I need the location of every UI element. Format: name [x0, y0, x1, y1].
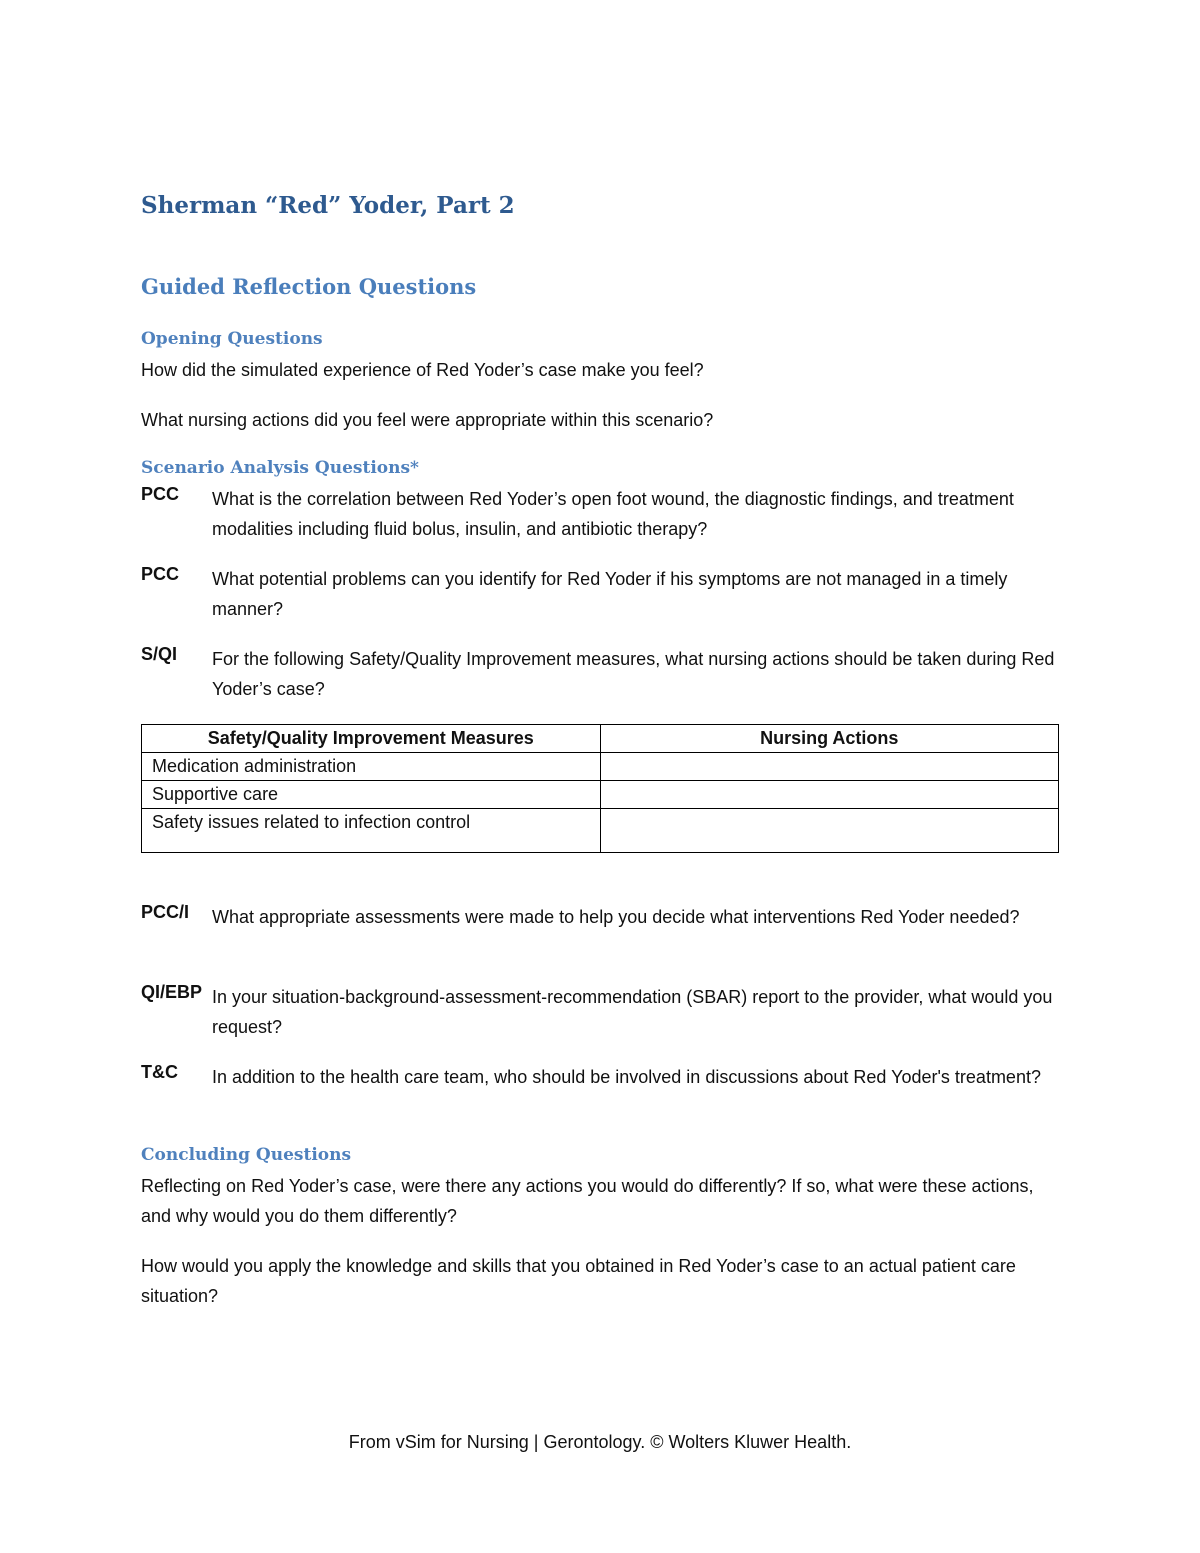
question-code-tc: T&C: [141, 1062, 178, 1082]
scenario-analysis-heading: Scenario Analysis Questions*: [141, 458, 419, 478]
scenario-question-4: What appropriate assessments were made to help you decide what interventions Red Yoder needed?: [212, 907, 1020, 927]
document-subtitle: Guided Reflection Questions: [141, 274, 477, 299]
table-header-row: [142, 725, 1059, 753]
scenario-question-1: What is the correlation between Red Yoder’s open foot wound, the diagnostic findings, and treatment modalities including fluid bolus, insulin, and antibiotic therapy?: [212, 489, 1014, 539]
table-header-measures: Safety/Quality Improvement Measures: [142, 725, 601, 753]
question-code-qiebp: QI/EBP: [141, 982, 203, 1002]
concluding-question-1: Reflecting on Red Yoder’s case, were there any actions you would do differently? If so, what were these actions, and why would you do them differently?: [141, 1176, 1034, 1226]
concluding-questions-heading: Concluding Questions: [141, 1145, 352, 1165]
safety-quality-table: [141, 724, 1059, 853]
concluding-question-2: How would you apply the knowledge and skills that you obtained in Red Yoder’s case to an actual patient care situation?: [141, 1256, 1016, 1306]
table-row: [142, 809, 1059, 853]
page-footer: From vSim for Nursing | Gerontology. © Wolters Kluwer Health.: [348, 1432, 852, 1452]
table-row: [142, 781, 1059, 809]
scenario-question-5: In your situation-background-assessment-recommendation (SBAR) report to the provider, what would you request?: [212, 987, 1053, 1037]
table-cell-measure: Safety issues related to infection control: [142, 809, 601, 853]
question-code-pcc-2: PCC: [141, 564, 180, 584]
table-cell-measure: Supportive care: [142, 781, 601, 809]
table-row: [142, 753, 1059, 781]
scenario-question-2: What potential problems can you identify for Red Yoder if his symptoms are not managed in a timely manner?: [212, 569, 1008, 619]
scenario-question-3: For the following Safety/Quality Improvement measures, what nursing actions should be taken during Red Yoder’s case?: [212, 649, 1055, 699]
opening-question-1: How did the simulated experience of Red Yoder’s case make you feel?: [141, 360, 704, 380]
question-code-sqi: S/QI: [141, 644, 178, 664]
document-title: Sherman “Red” Yoder, Part 2: [141, 192, 515, 219]
question-code-pcci: PCC/I: [141, 902, 190, 922]
table-cell-measure: Medication administration: [142, 753, 601, 781]
question-code-pcc-1: PCC: [141, 484, 180, 504]
scenario-question-6: In addition to the health care team, who should be involved in discussions about Red Yoder's treatment?: [212, 1067, 1041, 1087]
table-cell-action[interactable]: [600, 781, 1059, 809]
opening-question-2: What nursing actions did you feel were appropriate within this scenario?: [141, 410, 714, 430]
table-cell-action[interactable]: [600, 809, 1059, 853]
table-header-nursing-actions: Nursing Actions: [600, 725, 1059, 753]
opening-questions-heading: Opening Questions: [141, 329, 323, 349]
table-cell-action[interactable]: [600, 753, 1059, 781]
